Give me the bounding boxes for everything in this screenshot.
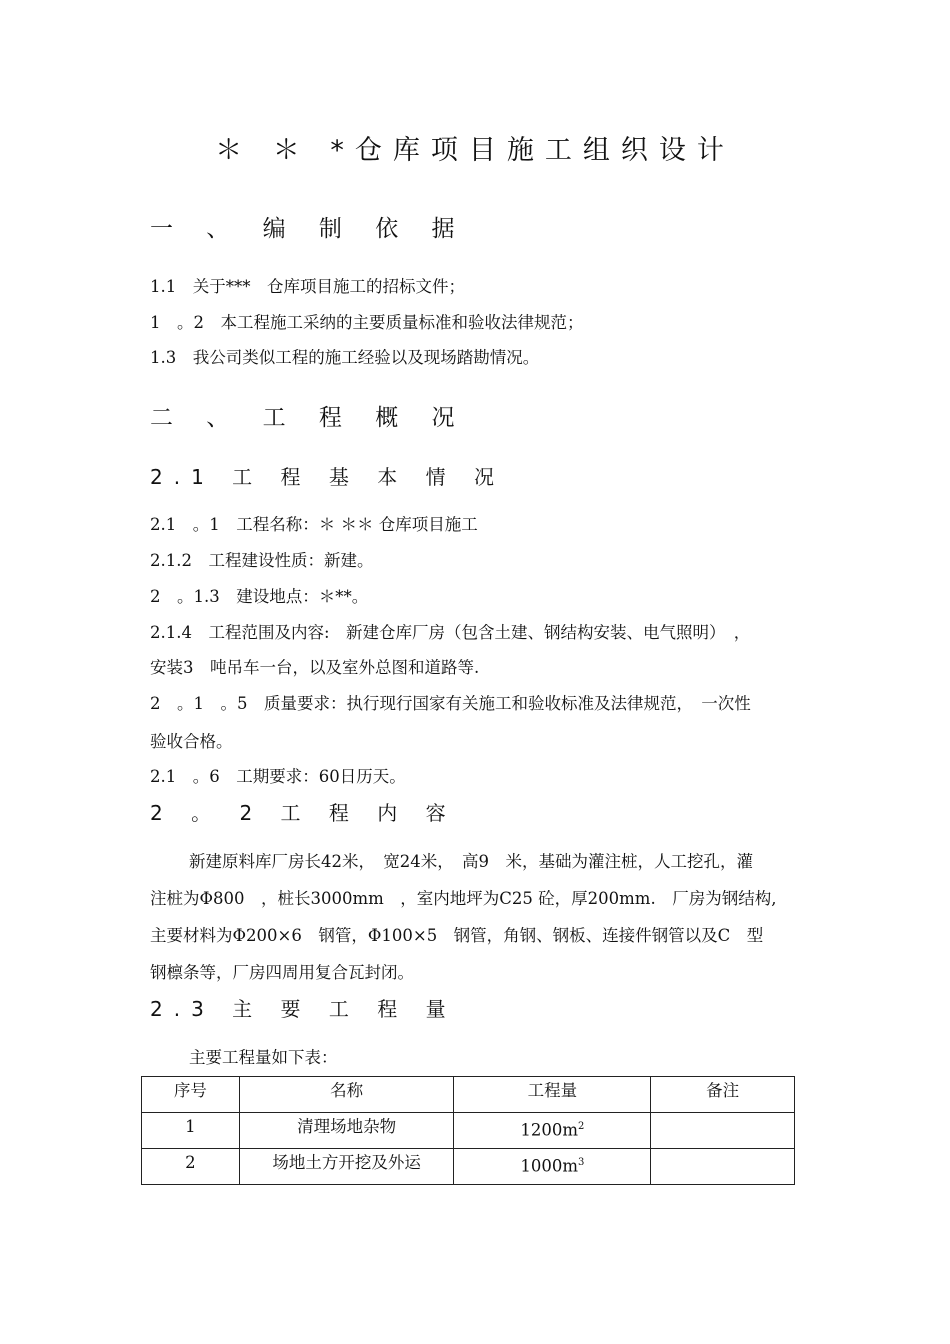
section-heading-overview: 二 、 工 程 概 况 [150,405,468,431]
basic-info-line: 2 。1 。5 质量要求：执行现行国家有关施工和验收标准及法律规范， 一次性 [150,694,751,713]
content-paragraph-line: 注桩为Φ800 ，桩长3000mm ，室内地坪为C25 砼，厚200mm. 厂房为钢结构, [150,889,777,908]
section-heading-basis: 一 、 编 制 依 据 [150,216,468,242]
header-cell-note: 备注 [651,1077,795,1113]
cell-no: 1 [142,1113,240,1149]
basic-info-line: 验收合格。 [150,732,233,751]
content-paragraph-line: 钢檩条等，厂房四周用复合瓦封闭。 [150,963,414,982]
basic-info-line: 2.1.4 工程范围及内容: 新建仓库厂房（包含土建、钢结构安装、电气照明） ， [150,623,751,642]
cell-name: 清理场地杂物 [239,1113,454,1149]
cell-note [651,1149,795,1185]
basis-item-2: 1 。2 本工程施工采纳的主要质量标准和验收法律规范； [150,313,584,332]
cell-quantity: $1200m^2$ [454,1113,651,1149]
header-cell-no: 序号 [142,1077,240,1113]
basis-item-3: 1.3 我公司类似工程的施工经验以及现场踏勘情况。 [150,348,540,367]
subsection-heading-basic-info: 2.1 工 程 基 本 情 况 [150,465,505,489]
table-header-row [142,1077,795,1113]
quantities-table [141,1076,795,1185]
cell-note [651,1113,795,1149]
header-cell-name: 名称 [239,1077,454,1113]
table-row [142,1113,795,1149]
basic-info-line: 2 。1.3 建设地点：＊**。 [150,587,369,606]
basic-info-line: 安装3 吨吊车一台，以及室外总图和道路等. [150,658,480,677]
content-paragraph-line: 主要材料为Φ200×6 钢管，Φ100×5 钢管，角钢、钢板、连接件钢管以及C 型 [150,926,764,945]
document-title: ＊ ＊ *仓库项目施工组织设计 [215,135,735,166]
cell-no: 2 [142,1149,240,1185]
cell-quantity: $1000m^3$ [454,1149,651,1185]
table-row [142,1149,795,1185]
basic-info-line: 2.1.2 工程建设性质：新建。 [150,551,374,570]
basis-item-1: 1.1 关于*** 仓库项目施工的招标文件； [150,277,465,296]
subsection-heading-quantities: 2.3 主 要 工 程 量 [150,997,457,1021]
basic-info-line: 2.1 。1 工程名称：＊ ＊＊ 仓库项目施工 [150,515,478,534]
subsection-heading-content: 2 。 2 工 程 内 容 [150,801,457,825]
quantities-intro: 主要工程量如下表： [189,1048,338,1067]
content-paragraph-line: 新建原料库厂房长42米， 宽24米， 高9 米，基础为灌注桩，人工挖孔，灌 [189,852,753,871]
header-cell-quantity: 工程量 [454,1077,651,1113]
cell-name: 场地土方开挖及外运 [239,1149,454,1185]
basic-info-line: 2.1 。6 工期要求：60日历天。 [150,767,406,786]
